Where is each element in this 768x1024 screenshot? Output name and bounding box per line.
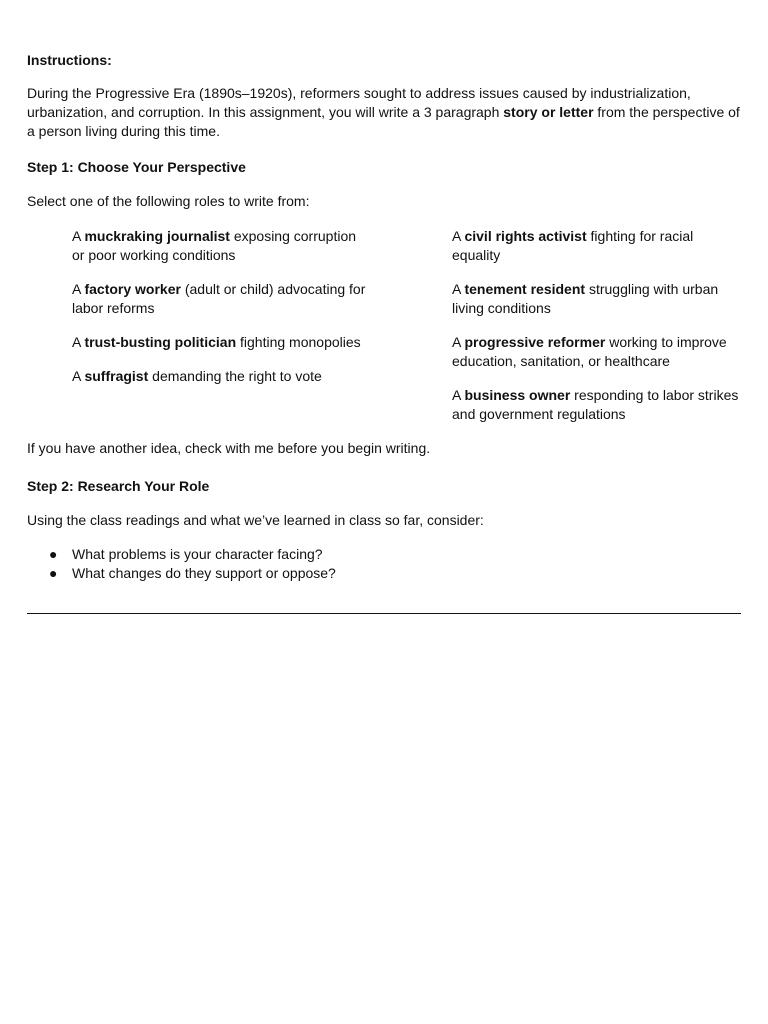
role-name: business owner (464, 387, 571, 403)
role-prefix: A (72, 228, 85, 244)
bullet-icon: ● (49, 546, 58, 562)
role-description: exposing corruption or poor working conditions (72, 228, 357, 263)
divider-line (27, 613, 741, 614)
role-name: progressive reformer (464, 334, 606, 350)
role-description: fighting monopolies (236, 334, 361, 350)
role-name: muckraking journalist (84, 228, 230, 244)
question-text: What changes do they support or oppose? (72, 565, 336, 581)
role-description: working to improve education, sanitation, or healthcare (452, 334, 727, 369)
role-prefix: A (452, 281, 465, 297)
instructions-heading: Instructions: (27, 52, 112, 68)
role-prefix: A (452, 228, 465, 244)
step1-heading: Step 1: Choose Your Perspective (27, 159, 246, 175)
role-prefix: A (72, 334, 85, 350)
role-prefix: A (72, 368, 85, 384)
consider-prompt-text: Using the class readings and what we’ve learned in class so far, consider: (27, 512, 484, 528)
question-list (27, 545, 336, 583)
roles-left-column (72, 227, 372, 401)
role-description: demanding the right to vote (148, 368, 322, 384)
intro-paragraph (27, 84, 741, 141)
role-prefix: A (452, 334, 465, 350)
role-description: responding to labor strikes and government regulations (452, 387, 739, 422)
intro-text-start: During the Progressive Era (1890s–1920s), reformers sought to address issues caused by industrialization, urbanization, and corruption. In this assignment, you will write a 3 paragraph (27, 85, 691, 120)
role-item (72, 333, 372, 352)
role-item (72, 227, 372, 265)
role-prefix: A (452, 387, 465, 403)
another-idea-note: If you have another idea, check with me before you begin writing. (27, 440, 431, 456)
role-name: civil rights activist (464, 228, 587, 244)
list-item (27, 564, 336, 583)
bullet-icon: ● (49, 565, 58, 581)
role-name: suffragist (84, 368, 149, 384)
role-prefix: A (72, 281, 85, 297)
role-name: trust-busting politician (84, 334, 237, 350)
role-item (72, 280, 372, 318)
role-item (452, 333, 744, 371)
roles-right-column (452, 227, 744, 439)
list-item (27, 545, 336, 564)
role-item (452, 227, 744, 265)
intro-bold-format: story or letter (503, 104, 594, 120)
role-description: struggling with urban living conditions (452, 281, 719, 316)
role-item (452, 280, 744, 318)
question-text: What problems is your character facing? (72, 546, 323, 562)
intro-text-end: from the perspective of a person living during this time. (27, 104, 740, 139)
role-name: tenement resident (464, 281, 586, 297)
role-item (452, 386, 744, 424)
role-item (72, 367, 372, 386)
select-roles-text: Select one of the following roles to write from: (27, 193, 310, 209)
role-description: (adult or child) advocating for labor reforms (72, 281, 366, 316)
step2-heading: Step 2: Research Your Role (27, 478, 210, 494)
role-name: factory worker (84, 281, 181, 297)
role-description: fighting for racial equality (452, 228, 694, 263)
